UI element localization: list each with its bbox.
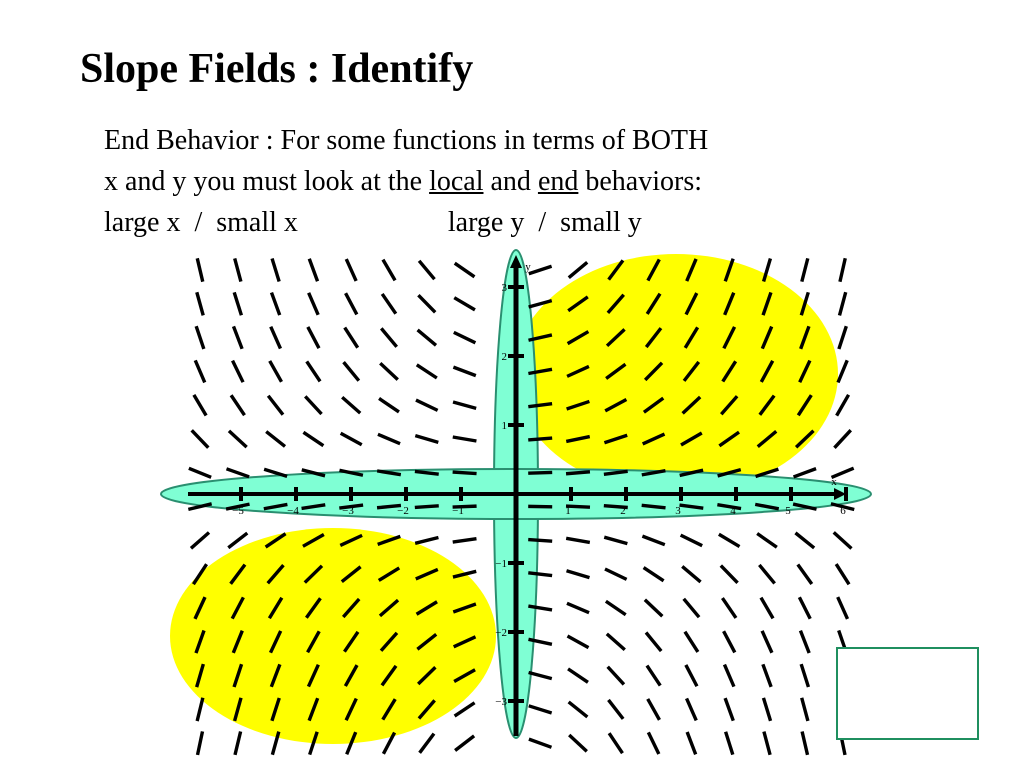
- slope-mark: [839, 326, 846, 349]
- x-tick-label: −3: [342, 505, 354, 517]
- slope-mark: [454, 298, 475, 310]
- slope-mark: [453, 539, 477, 542]
- local-underlined: local: [429, 166, 484, 197]
- slope-mark: [529, 706, 552, 713]
- slope-mark: [341, 433, 362, 444]
- slope-mark: [609, 733, 622, 753]
- slope-mark: [801, 664, 808, 687]
- lower-left-highlight: [170, 528, 496, 744]
- slope-mark: [645, 600, 662, 616]
- y-tick-label: −1: [495, 558, 507, 570]
- slope-mark: [606, 601, 626, 615]
- slope-mark: [420, 734, 434, 753]
- slope-mark: [567, 571, 590, 578]
- slope-mark: [834, 430, 850, 448]
- slope-mark: [840, 258, 845, 281]
- slope-mark: [763, 664, 771, 687]
- slope-mark: [719, 534, 740, 546]
- slope-mark: [453, 367, 475, 376]
- x-tick-label: 3: [675, 505, 681, 517]
- line2-pre: x and y you must look at the: [104, 166, 430, 197]
- slope-mark: [198, 731, 203, 754]
- slope-mark: [647, 666, 660, 686]
- slope-mark: [189, 468, 211, 477]
- slope-mark: [197, 258, 202, 281]
- slope-mark: [455, 736, 474, 751]
- slope-mark: [345, 328, 358, 348]
- slope-mark: [271, 327, 281, 349]
- slope-mark: [231, 395, 244, 415]
- x-axis-letter: x: [831, 476, 837, 488]
- slope-mark: [798, 564, 812, 583]
- line2-post: behaviors:: [578, 166, 703, 197]
- slope-mark: [605, 569, 627, 579]
- slope-mark: [799, 597, 810, 618]
- slope-mark: [800, 631, 809, 653]
- slope-mark: [303, 432, 323, 445]
- slope-mark: [342, 397, 360, 413]
- slope-mark: [725, 698, 733, 721]
- slope-mark: [382, 294, 396, 314]
- slope-mark: [682, 566, 700, 581]
- slope-mark: [763, 698, 770, 721]
- slope-mark: [686, 665, 697, 686]
- slope-mark: [685, 632, 698, 652]
- small-x-label: small x: [216, 207, 298, 238]
- slope-mark: [757, 534, 777, 548]
- y-tick-label: −2: [495, 627, 507, 639]
- x-tick-label: −2: [397, 505, 409, 517]
- slope-mark: [270, 361, 282, 382]
- slope-mark: [272, 259, 279, 282]
- slope-mark: [604, 537, 627, 543]
- slope-mark: [415, 506, 439, 508]
- slope-mark: [567, 603, 589, 612]
- slope-mark: [233, 361, 244, 383]
- slope-mark: [795, 533, 814, 548]
- slide-title: Slope Fields : Identify: [80, 46, 474, 92]
- slope-mark: [234, 292, 241, 315]
- slope-mark: [759, 565, 774, 583]
- slope-mark: [838, 597, 848, 619]
- x-tick-label: 6: [840, 505, 846, 517]
- slope-mark: [838, 360, 847, 382]
- slope-mark: [383, 260, 395, 281]
- slope-mark: [419, 261, 434, 279]
- slope-mark: [268, 396, 283, 415]
- slope-mark: [453, 437, 477, 441]
- slope-mark: [794, 469, 817, 477]
- y-tick-label: −3: [495, 696, 507, 708]
- slope-mark: [380, 363, 398, 379]
- navigation-box[interactable]: [836, 647, 979, 740]
- slope-mark: [569, 702, 588, 717]
- slope-mark: [681, 535, 703, 546]
- slash-1: /: [194, 207, 203, 238]
- line2-mid: and: [483, 166, 538, 197]
- x-tick-label: −4: [287, 505, 299, 517]
- slope-mark: [235, 258, 241, 281]
- x-tick-label: 4: [730, 505, 736, 517]
- slope-mark: [453, 402, 476, 408]
- slope-mark: [642, 536, 664, 545]
- slope-mark: [418, 295, 435, 312]
- x-tick-label: 2: [620, 505, 626, 517]
- slope-mark: [529, 266, 552, 273]
- slope-mark: [567, 636, 588, 648]
- slope-mark: [646, 633, 661, 652]
- slope-mark: [266, 432, 285, 447]
- y-tick-label: 2: [501, 351, 507, 363]
- slope-mark: [234, 326, 243, 348]
- slope-mark: [415, 538, 438, 544]
- slope-mark: [648, 699, 660, 720]
- y-tick-label: 1: [501, 420, 507, 432]
- slope-mark: [528, 438, 552, 440]
- slope-mark: [229, 431, 247, 447]
- x-tick-label: −5: [232, 505, 244, 517]
- slope-mark: [346, 293, 357, 314]
- slope-mark: [802, 698, 808, 721]
- slope-mark: [687, 732, 696, 754]
- slope-mark: [196, 326, 204, 349]
- slope-mark: [802, 258, 808, 281]
- large-x-label: large x: [104, 207, 181, 238]
- slope-mark: [721, 566, 738, 583]
- slope-mark: [528, 540, 552, 542]
- slope-mark: [346, 259, 356, 281]
- slope-mark: [839, 292, 845, 315]
- slope-mark: [309, 293, 319, 315]
- slope-mark: [418, 330, 436, 345]
- x-tick-label: 1: [565, 505, 571, 517]
- slope-mark: [608, 700, 623, 719]
- slope-mark: [566, 472, 590, 474]
- slope-mark: [416, 400, 438, 410]
- slope-mark: [568, 669, 588, 682]
- slope-mark: [762, 631, 772, 653]
- slope-mark: [836, 564, 849, 584]
- slope-mark: [528, 472, 552, 473]
- slope-mark: [305, 396, 321, 414]
- upper-right-highlight: [514, 254, 838, 494]
- y-tick-label: 3: [501, 282, 507, 294]
- text-line-1: End Behavior : For some functions in terms of BOTH: [104, 125, 709, 156]
- slope-mark: [381, 328, 396, 346]
- slope-mark: [307, 361, 320, 381]
- slope-mark: [722, 598, 736, 618]
- y-axis-letter: y: [525, 261, 531, 273]
- slope-mark: [569, 735, 587, 751]
- x-tick-label: −1: [452, 505, 464, 517]
- slope-mark: [197, 292, 203, 315]
- slope-mark: [764, 732, 770, 755]
- slash-2: /: [538, 207, 547, 238]
- end-underlined: end: [537, 166, 579, 197]
- slope-mark: [194, 395, 206, 416]
- slope-mark: [834, 532, 852, 548]
- slope-mark: [726, 732, 733, 755]
- slope-mark: [608, 667, 624, 685]
- slope-mark: [417, 365, 437, 378]
- slope-mark: [802, 732, 807, 755]
- slope-mark: [566, 538, 590, 542]
- slope-mark: [192, 430, 209, 447]
- small-y-label: small y: [560, 207, 642, 238]
- slope-mark: [379, 398, 399, 411]
- slope-mark: [197, 698, 203, 721]
- slope-mark: [191, 532, 209, 548]
- slope-mark: [648, 732, 658, 754]
- slope-mark: [761, 598, 773, 619]
- slope-mark: [644, 568, 664, 581]
- slope-mark: [226, 469, 249, 477]
- slope-mark: [837, 395, 849, 416]
- slope-mark: [271, 293, 279, 316]
- slope-mark: [453, 472, 477, 474]
- slope-mark: [308, 327, 319, 348]
- large-y-label: large y: [447, 207, 525, 238]
- slope-mark: [529, 673, 552, 679]
- slope-mark: [344, 362, 359, 381]
- slope-mark: [529, 739, 552, 747]
- slope-mark: [378, 434, 400, 443]
- slope-mark: [235, 732, 241, 755]
- slope-mark: [309, 259, 317, 282]
- slope-mark: [687, 698, 697, 720]
- x-tick-label: 5: [785, 505, 791, 517]
- slope-mark: [415, 436, 438, 443]
- slope-mark: [195, 360, 204, 382]
- slope-mark: [607, 634, 625, 650]
- slope-mark: [724, 631, 735, 652]
- slope-mark: [454, 332, 476, 342]
- slope-mark: [455, 263, 475, 277]
- slope-mark: [724, 665, 733, 687]
- slope-mark: [684, 599, 699, 617]
